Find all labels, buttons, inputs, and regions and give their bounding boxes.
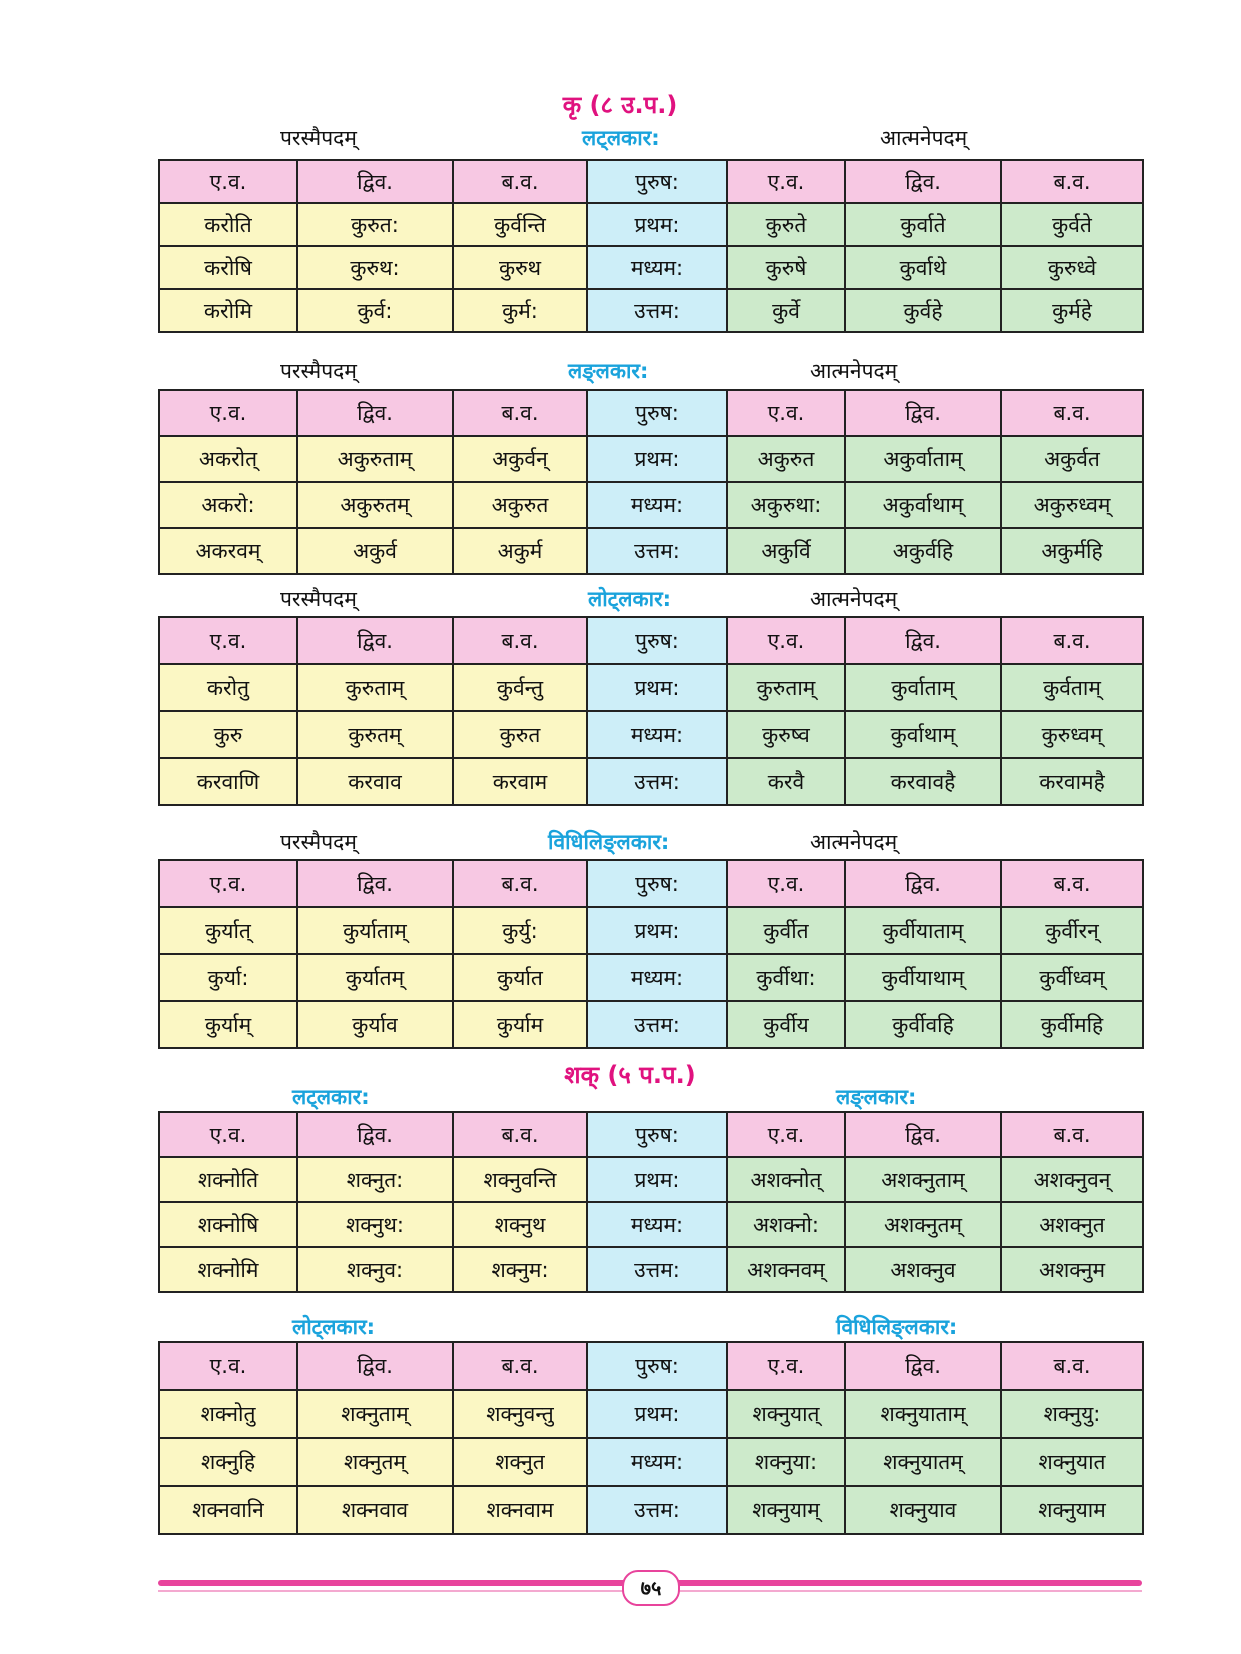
lakara-lat-label: लट्लकार: bbox=[582, 126, 660, 150]
parasmaipadam-label: परस्मैपदम् bbox=[280, 126, 357, 150]
form-cell: कुर्वीयाताम् bbox=[845, 907, 1001, 954]
purusha-cell: उत्तम: bbox=[587, 1247, 727, 1292]
number-header-cell: द्विव. bbox=[845, 617, 1001, 664]
form-cell: कुर्याव bbox=[297, 1001, 453, 1048]
number-header-cell: ब.व. bbox=[1001, 1112, 1143, 1157]
form-cell: कुरुध्वे bbox=[1001, 246, 1143, 289]
purusha-header-cell: पुरुष: bbox=[587, 160, 727, 203]
table-row bbox=[159, 1202, 1143, 1247]
purusha-cell: मध्यम: bbox=[587, 482, 727, 528]
form-cell: कुर्वीथा: bbox=[727, 954, 845, 1001]
form-cell: कुर्वाते bbox=[845, 203, 1001, 246]
form-cell: शक्नुया: bbox=[727, 1438, 845, 1486]
conjugation-table bbox=[158, 1341, 1144, 1535]
form-cell: अकरो: bbox=[159, 482, 297, 528]
number-header-cell: ए.व. bbox=[727, 160, 845, 203]
form-cell: शक्नुयातम् bbox=[845, 1438, 1001, 1486]
form-cell: शक्नुयाम bbox=[1001, 1486, 1143, 1534]
purusha-cell: मध्यम: bbox=[587, 954, 727, 1001]
lakara-lot-label: लोट्लकार: bbox=[292, 1315, 376, 1339]
purusha-cell: प्रथम: bbox=[587, 436, 727, 482]
number-header-cell: द्विव. bbox=[297, 160, 453, 203]
form-cell: अकुर्म bbox=[453, 528, 587, 574]
form-cell: करवावहै bbox=[845, 758, 1001, 805]
table-row bbox=[159, 1486, 1143, 1534]
number-header-cell: ब.व. bbox=[1001, 617, 1143, 664]
form-cell: कुरुत bbox=[453, 711, 587, 758]
table-row bbox=[159, 289, 1143, 332]
form-cell: कुर्वीमहि bbox=[1001, 1001, 1143, 1048]
form-cell: करवै bbox=[727, 758, 845, 805]
table-row bbox=[159, 246, 1143, 289]
purusha-cell: प्रथम: bbox=[587, 203, 727, 246]
table-row bbox=[159, 954, 1143, 1001]
form-cell: कुर्यु: bbox=[453, 907, 587, 954]
number-header-cell: ए.व. bbox=[159, 860, 297, 907]
parasmaipadam-label: परस्मैपदम् bbox=[280, 359, 357, 383]
purusha-cell: प्रथम: bbox=[587, 1390, 727, 1438]
form-cell: कुर्वाथाम् bbox=[845, 711, 1001, 758]
number-header-cell: ब.व. bbox=[1001, 390, 1143, 436]
form-cell: शक्नुयु: bbox=[1001, 1390, 1143, 1438]
form-cell: करवामहै bbox=[1001, 758, 1143, 805]
number-header-cell: द्विव. bbox=[297, 1342, 453, 1390]
purusha-cell: मध्यम: bbox=[587, 711, 727, 758]
form-cell: कुर्यात् bbox=[159, 907, 297, 954]
number-header-cell: ए.व. bbox=[727, 1342, 845, 1390]
conjugation-table bbox=[158, 859, 1144, 1049]
form-cell: शक्नुत bbox=[453, 1438, 587, 1486]
number-header-cell: द्विव. bbox=[845, 1112, 1001, 1157]
form-cell: कुर्वते bbox=[1001, 203, 1143, 246]
number-header-cell: द्विव. bbox=[845, 860, 1001, 907]
table-header-row bbox=[159, 160, 1143, 203]
table-row bbox=[159, 758, 1143, 805]
form-cell: शक्नोति bbox=[159, 1157, 297, 1202]
purusha-header-cell: पुरुष: bbox=[587, 1112, 727, 1157]
lakara-lang-label: लङ्लकार: bbox=[568, 359, 649, 383]
table-row bbox=[159, 482, 1143, 528]
title-shak: शक् (५ प.प.) bbox=[564, 1061, 696, 1089]
form-cell: शक्नुथ: bbox=[297, 1202, 453, 1247]
form-cell: कुर्वे bbox=[727, 289, 845, 332]
form-cell: अकुरुतम् bbox=[297, 482, 453, 528]
table-row bbox=[159, 1001, 1143, 1048]
purusha-cell: मध्यम: bbox=[587, 246, 727, 289]
purusha-cell: उत्तम: bbox=[587, 289, 727, 332]
table-row bbox=[159, 711, 1143, 758]
number-header-cell: ए.व. bbox=[159, 617, 297, 664]
form-cell: कुरु bbox=[159, 711, 297, 758]
form-cell: कुरुताम् bbox=[297, 664, 453, 711]
form-cell: कुर्वीयाथाम् bbox=[845, 954, 1001, 1001]
form-cell: कुरुते bbox=[727, 203, 845, 246]
form-cell: शक्नुतम् bbox=[297, 1438, 453, 1486]
form-cell: कुर्व: bbox=[297, 289, 453, 332]
form-cell: शक्नुथ bbox=[453, 1202, 587, 1247]
form-cell: कुर्या: bbox=[159, 954, 297, 1001]
form-cell: शक्नुवन्तु bbox=[453, 1390, 587, 1438]
purusha-header-cell: पुरुष: bbox=[587, 617, 727, 664]
form-cell: कुर्याम् bbox=[159, 1001, 297, 1048]
form-cell: कुर्वीरन् bbox=[1001, 907, 1143, 954]
number-header-cell: ब.व. bbox=[1001, 1342, 1143, 1390]
form-cell: शक्नोमि bbox=[159, 1247, 297, 1292]
form-cell: कुरुषे bbox=[727, 246, 845, 289]
form-cell: शक्नवाव bbox=[297, 1486, 453, 1534]
table-header-row bbox=[159, 617, 1143, 664]
purusha-cell: उत्तम: bbox=[587, 1001, 727, 1048]
form-cell: कुर्वाथे bbox=[845, 246, 1001, 289]
form-cell: कुर्वीध्वम् bbox=[1001, 954, 1143, 1001]
form-cell: अकुरुत bbox=[453, 482, 587, 528]
form-cell: करवाणि bbox=[159, 758, 297, 805]
number-header-cell: ए.व. bbox=[727, 860, 845, 907]
form-cell: अशक्नुम bbox=[1001, 1247, 1143, 1292]
form-cell: शक्नुत: bbox=[297, 1157, 453, 1202]
form-cell: कुर्वन्ति bbox=[453, 203, 587, 246]
number-header-cell: ए.व. bbox=[727, 617, 845, 664]
number-header-cell: द्विव. bbox=[297, 860, 453, 907]
form-cell: कुर्याताम् bbox=[297, 907, 453, 954]
table-row bbox=[159, 436, 1143, 482]
form-cell: करवाम bbox=[453, 758, 587, 805]
form-cell: अशक्नोत् bbox=[727, 1157, 845, 1202]
number-header-cell: द्विव. bbox=[297, 390, 453, 436]
form-cell: शक्नुयात् bbox=[727, 1390, 845, 1438]
form-cell: शक्नोतु bbox=[159, 1390, 297, 1438]
form-cell: शक्नोषि bbox=[159, 1202, 297, 1247]
lakara-vidhiling-label: विधिलिङ्लकार: bbox=[836, 1315, 958, 1339]
form-cell: अशक्नुतम् bbox=[845, 1202, 1001, 1247]
atmanepadam-label: आत्मनेपदम् bbox=[810, 587, 898, 611]
number-header-cell: द्विव. bbox=[845, 1342, 1001, 1390]
form-cell: कुर्वाताम् bbox=[845, 664, 1001, 711]
form-cell: अशक्नुत bbox=[1001, 1202, 1143, 1247]
form-cell: कुर्वहे bbox=[845, 289, 1001, 332]
purusha-cell: उत्तम: bbox=[587, 1486, 727, 1534]
form-cell: कुर्यातम् bbox=[297, 954, 453, 1001]
form-cell: कुर्याम bbox=[453, 1001, 587, 1048]
form-cell: अकुरुध्वम् bbox=[1001, 482, 1143, 528]
table-row bbox=[159, 528, 1143, 574]
number-header-cell: द्विव. bbox=[845, 160, 1001, 203]
form-cell: अकुरुत bbox=[727, 436, 845, 482]
purusha-cell: मध्यम: bbox=[587, 1202, 727, 1247]
form-cell: कुरुताम् bbox=[727, 664, 845, 711]
purusha-cell: उत्तम: bbox=[587, 758, 727, 805]
form-cell: कुरुध्वम् bbox=[1001, 711, 1143, 758]
atmanepadam-label: आत्मनेपदम् bbox=[810, 359, 898, 383]
purusha-header-cell: पुरुष: bbox=[587, 860, 727, 907]
form-cell: अशक्नो: bbox=[727, 1202, 845, 1247]
form-cell: करोतु bbox=[159, 664, 297, 711]
table-row bbox=[159, 1247, 1143, 1292]
number-header-cell: ब.व. bbox=[1001, 860, 1143, 907]
form-cell: शक्नुयाताम् bbox=[845, 1390, 1001, 1438]
purusha-header-cell: पुरुष: bbox=[587, 1342, 727, 1390]
form-cell: कुर्वीय bbox=[727, 1001, 845, 1048]
form-cell: शक्नवानि bbox=[159, 1486, 297, 1534]
conjugation-table bbox=[158, 389, 1144, 575]
form-cell: अकुर्महि bbox=[1001, 528, 1143, 574]
form-cell: अकुर्वि bbox=[727, 528, 845, 574]
purusha-cell: मध्यम: bbox=[587, 1438, 727, 1486]
form-cell: करोषि bbox=[159, 246, 297, 289]
form-cell: शक्नवाम bbox=[453, 1486, 587, 1534]
form-cell: कुर्म: bbox=[453, 289, 587, 332]
form-cell: कुरुष्व bbox=[727, 711, 845, 758]
title-kri: कृ (८ उ.प.) bbox=[562, 91, 678, 119]
form-cell: अशक्नुव bbox=[845, 1247, 1001, 1292]
number-header-cell: द्विव. bbox=[845, 390, 1001, 436]
form-cell: अशक्नवम् bbox=[727, 1247, 845, 1292]
number-header-cell: ब.व. bbox=[453, 390, 587, 436]
number-header-cell: ब.व. bbox=[453, 860, 587, 907]
form-cell: कुर्महे bbox=[1001, 289, 1143, 332]
number-header-cell: ब.व. bbox=[453, 617, 587, 664]
form-cell: कुरुथ: bbox=[297, 246, 453, 289]
form-cell: शक्नुवन्ति bbox=[453, 1157, 587, 1202]
lakara-lot-label: लोट्लकार: bbox=[588, 587, 672, 611]
number-header-cell: ए.व. bbox=[159, 390, 297, 436]
form-cell: अकुर्वहि bbox=[845, 528, 1001, 574]
number-header-cell: ए.व. bbox=[727, 390, 845, 436]
form-cell: कुर्वताम् bbox=[1001, 664, 1143, 711]
form-cell: अकुर्वाथाम् bbox=[845, 482, 1001, 528]
form-cell: अकुर्व bbox=[297, 528, 453, 574]
table-row bbox=[159, 907, 1143, 954]
table-header-row bbox=[159, 860, 1143, 907]
form-cell: शक्नुम: bbox=[453, 1247, 587, 1292]
form-cell: शक्नुयाम् bbox=[727, 1486, 845, 1534]
conjugation-table bbox=[158, 616, 1144, 806]
lakara-vidhiling-label: विधिलिङ्लकार: bbox=[548, 830, 670, 854]
conjugation-table bbox=[158, 159, 1144, 333]
atmanepadam-label: आत्मनेपदम् bbox=[880, 126, 968, 150]
table-row bbox=[159, 1438, 1143, 1486]
number-header-cell: ए.व. bbox=[159, 160, 297, 203]
purusha-cell: प्रथम: bbox=[587, 664, 727, 711]
page-number: ७५ bbox=[622, 1570, 680, 1606]
parasmaipadam-label: परस्मैपदम् bbox=[280, 830, 357, 854]
purusha-header-cell: पुरुष: bbox=[587, 390, 727, 436]
form-cell: करोमि bbox=[159, 289, 297, 332]
form-cell: कुर्वन्तु bbox=[453, 664, 587, 711]
form-cell: अकरवम् bbox=[159, 528, 297, 574]
form-cell: अकुरुथा: bbox=[727, 482, 845, 528]
form-cell: अकरोत् bbox=[159, 436, 297, 482]
number-header-cell: द्विव. bbox=[297, 1112, 453, 1157]
parasmaipadam-label: परस्मैपदम् bbox=[280, 587, 357, 611]
form-cell: कुर्यात bbox=[453, 954, 587, 1001]
form-cell: शक्नुहि bbox=[159, 1438, 297, 1486]
form-cell: शक्नुव: bbox=[297, 1247, 453, 1292]
number-header-cell: ब.व. bbox=[1001, 160, 1143, 203]
lakara-lang-label: लङ्लकार: bbox=[836, 1085, 917, 1109]
number-header-cell: ब.व. bbox=[453, 160, 587, 203]
number-header-cell: ए.व. bbox=[159, 1112, 297, 1157]
table-row bbox=[159, 1157, 1143, 1202]
number-header-cell: ए.व. bbox=[727, 1112, 845, 1157]
form-cell: कुरुत: bbox=[297, 203, 453, 246]
purusha-cell: प्रथम: bbox=[587, 1157, 727, 1202]
number-header-cell: ब.व. bbox=[453, 1342, 587, 1390]
form-cell: करवाव bbox=[297, 758, 453, 805]
number-header-cell: ए.व. bbox=[159, 1342, 297, 1390]
form-cell: कुरुतम् bbox=[297, 711, 453, 758]
form-cell: अशक्नुताम् bbox=[845, 1157, 1001, 1202]
table-row bbox=[159, 664, 1143, 711]
purusha-cell: प्रथम: bbox=[587, 907, 727, 954]
number-header-cell: द्विव. bbox=[297, 617, 453, 664]
form-cell: करोति bbox=[159, 203, 297, 246]
form-cell: अकुर्वत bbox=[1001, 436, 1143, 482]
form-cell: शक्नुयात bbox=[1001, 1438, 1143, 1486]
table-header-row bbox=[159, 1342, 1143, 1390]
form-cell: कुरुथ bbox=[453, 246, 587, 289]
form-cell: अकुर्वाताम् bbox=[845, 436, 1001, 482]
atmanepadam-label: आत्मनेपदम् bbox=[810, 830, 898, 854]
lakara-lat-label: लट्लकार: bbox=[292, 1085, 370, 1109]
table-row bbox=[159, 203, 1143, 246]
number-header-cell: ब.व. bbox=[453, 1112, 587, 1157]
form-cell: कुर्वीत bbox=[727, 907, 845, 954]
form-cell: कुर्वीवहि bbox=[845, 1001, 1001, 1048]
conjugation-table bbox=[158, 1111, 1144, 1293]
form-cell: शक्नुयाव bbox=[845, 1486, 1001, 1534]
form-cell: अकुरुताम् bbox=[297, 436, 453, 482]
form-cell: शक्नुताम् bbox=[297, 1390, 453, 1438]
form-cell: अशक्नुवन् bbox=[1001, 1157, 1143, 1202]
purusha-cell: उत्तम: bbox=[587, 528, 727, 574]
table-header-row bbox=[159, 390, 1143, 436]
form-cell: अकुर्वन् bbox=[453, 436, 587, 482]
table-row bbox=[159, 1390, 1143, 1438]
table-header-row bbox=[159, 1112, 1143, 1157]
